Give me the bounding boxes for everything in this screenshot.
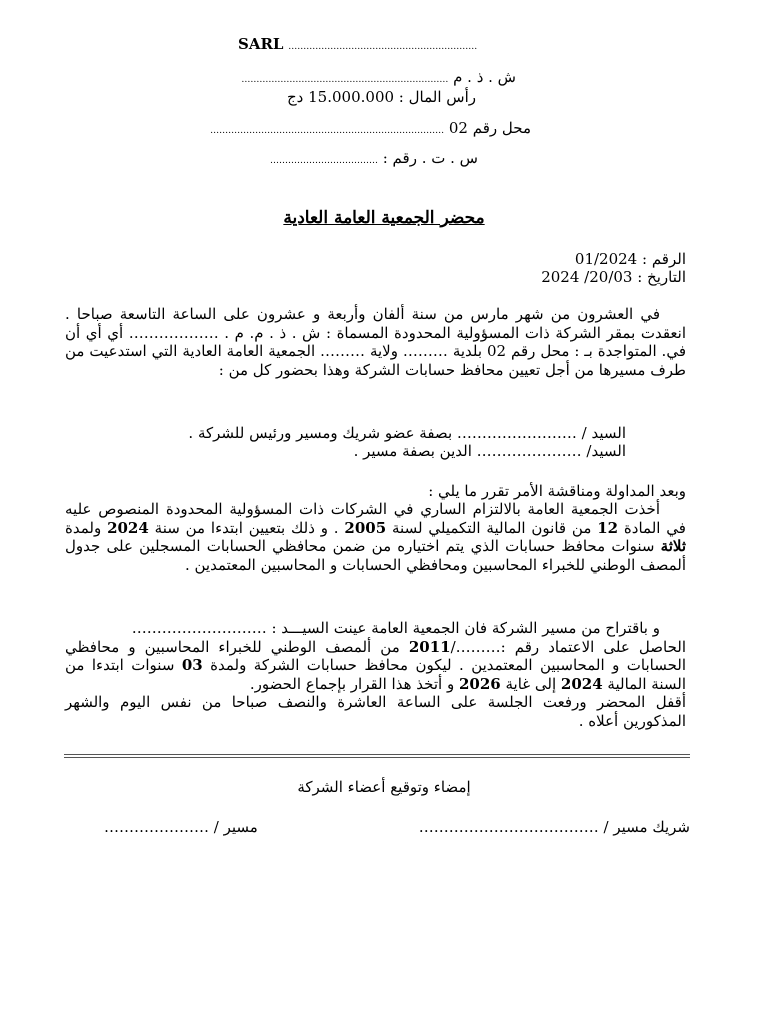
deliberation-text — [65, 500, 686, 574]
deliberation-lead: وبعد المداولة ومناقشة الأمر تقرر ما يلي : — [428, 482, 686, 500]
proposal-paragraph — [65, 619, 686, 730]
sarl-dots: ……………………………………………………… — [288, 42, 478, 52]
short-name-dots: …………………………………………………………… — [241, 75, 449, 85]
proposal-text — [65, 638, 686, 694]
attendee-2: السيد/ ………………… الدين بصفة مسير . — [353, 442, 626, 460]
proposal-appointee: و باقتراح من مسير الشركة فان الجمعية العامة عينت السيـــد : ……………………… — [131, 619, 660, 637]
registry-line — [270, 149, 478, 170]
deliberation-seg3: . و ذلك بتعيين ابتدءا من سنة — [148, 518, 345, 537]
document-title: محضر الجمعية العامة العادية — [283, 208, 485, 228]
signature-manager: مسير / ………………… — [104, 818, 258, 836]
registry-dots: ……………………………… — [269, 156, 378, 166]
deliberation-paragraph — [65, 500, 686, 574]
approval-year: 2011 — [408, 637, 451, 656]
fiscal-year-start: 2024 — [560, 674, 603, 693]
company-short-name: ش . ذ . م — [453, 68, 516, 86]
term-years: 03 — [181, 656, 203, 674]
sarl-label: SARL — [238, 35, 284, 53]
closing-text: أقفل المحضر ورفعت الجلسة على الساعة العاشرة والنصف صباحا من نفس اليوم والشهر المذكورين أعلاه . — [65, 693, 686, 730]
record-date: التاريخ : 20/03/ 2024 — [541, 268, 686, 286]
location-dots: …………………………………………………………………… — [210, 126, 445, 136]
signature-heading: إمضاء وتوقيع أعضاء الشركة — [297, 778, 471, 796]
law-year: 2005 — [344, 518, 387, 537]
attendee-1: السيد / …………………… بصفة عضو شريك ومسير ورئيس للشركة . — [188, 424, 626, 442]
proposal-seg4: سنوات ابتدءا من السنة المالية — [65, 656, 686, 693]
start-year: 2024 — [107, 518, 149, 537]
location-label: محل رقم 02 — [448, 119, 531, 137]
location-line — [210, 119, 531, 140]
deliberation-seg1: أخذت الجمعية العامة بالالتزام الساري في الشركات ذات المسؤولية المحدودة المنصوص عليه في المادة — [65, 500, 686, 537]
proposal-seg3: من ألمصف الوطني للخبراء المحاسبين و محافظي الحسابات و المحاسبين المعتمدين . ليكون محافظ حسابات الشركة ولمدة — [65, 637, 686, 674]
record-number: الرقم : 01/2024 — [574, 250, 686, 268]
signature-partner-manager: شريك مسير / ……………………………… — [418, 818, 690, 836]
capital-line: رأس المال : 15.000.000 دج — [287, 88, 476, 106]
proposal-seg5: إلى غاية — [500, 674, 561, 693]
duration-word: ثلاثة — [660, 537, 686, 555]
deliberation-seg2: من قانون المالية التكميلي لسنة — [386, 518, 598, 537]
short-name-line — [241, 68, 516, 89]
registry-label: س . ت . رقم : — [382, 149, 478, 167]
separator-line-bottom — [64, 757, 690, 758]
proposal-seg6: و أتخذ هذا القرار بإجماع الحضور. — [249, 674, 459, 693]
sarl-line — [238, 35, 477, 56]
separator-line-top — [64, 754, 690, 755]
deliberation-seg4: ولمدة — [65, 518, 108, 537]
article-number: 12 — [597, 518, 619, 537]
intro-text: في العشرون من شهر مارس من سنة ألفان وأربعة و عشرون على الساعة التاسعة صباحا . انعقدت بمقر الشركة ذات المسؤولية المحدودة المسماة : ش . ذ . م. م . ……………… أي أي أن في. المتواجدة بـ : محل رقم 02 بلدية ……… ولاية ……… الجمعية العامة العادية التي استدعيت من طرف مسيرها من أجل تعيين محافظ حسابات الشركة وهذا بحضور كل من : — [65, 305, 686, 379]
proposal-seg2: الحاصل على الاعتماد رقم :………/ — [450, 637, 687, 656]
deliberation-seg5: سنوات محافظ حسابات الذي يتم اختياره من ضمن محافظي الحسابات المسجلين على جدول ألمصف الوطني للخبراء المحاسبين ومحافظي الحسابات و المحاسبين المعتمدين . — [65, 537, 686, 574]
intro-paragraph — [65, 305, 686, 379]
fiscal-year-end: 2026 — [458, 674, 501, 693]
